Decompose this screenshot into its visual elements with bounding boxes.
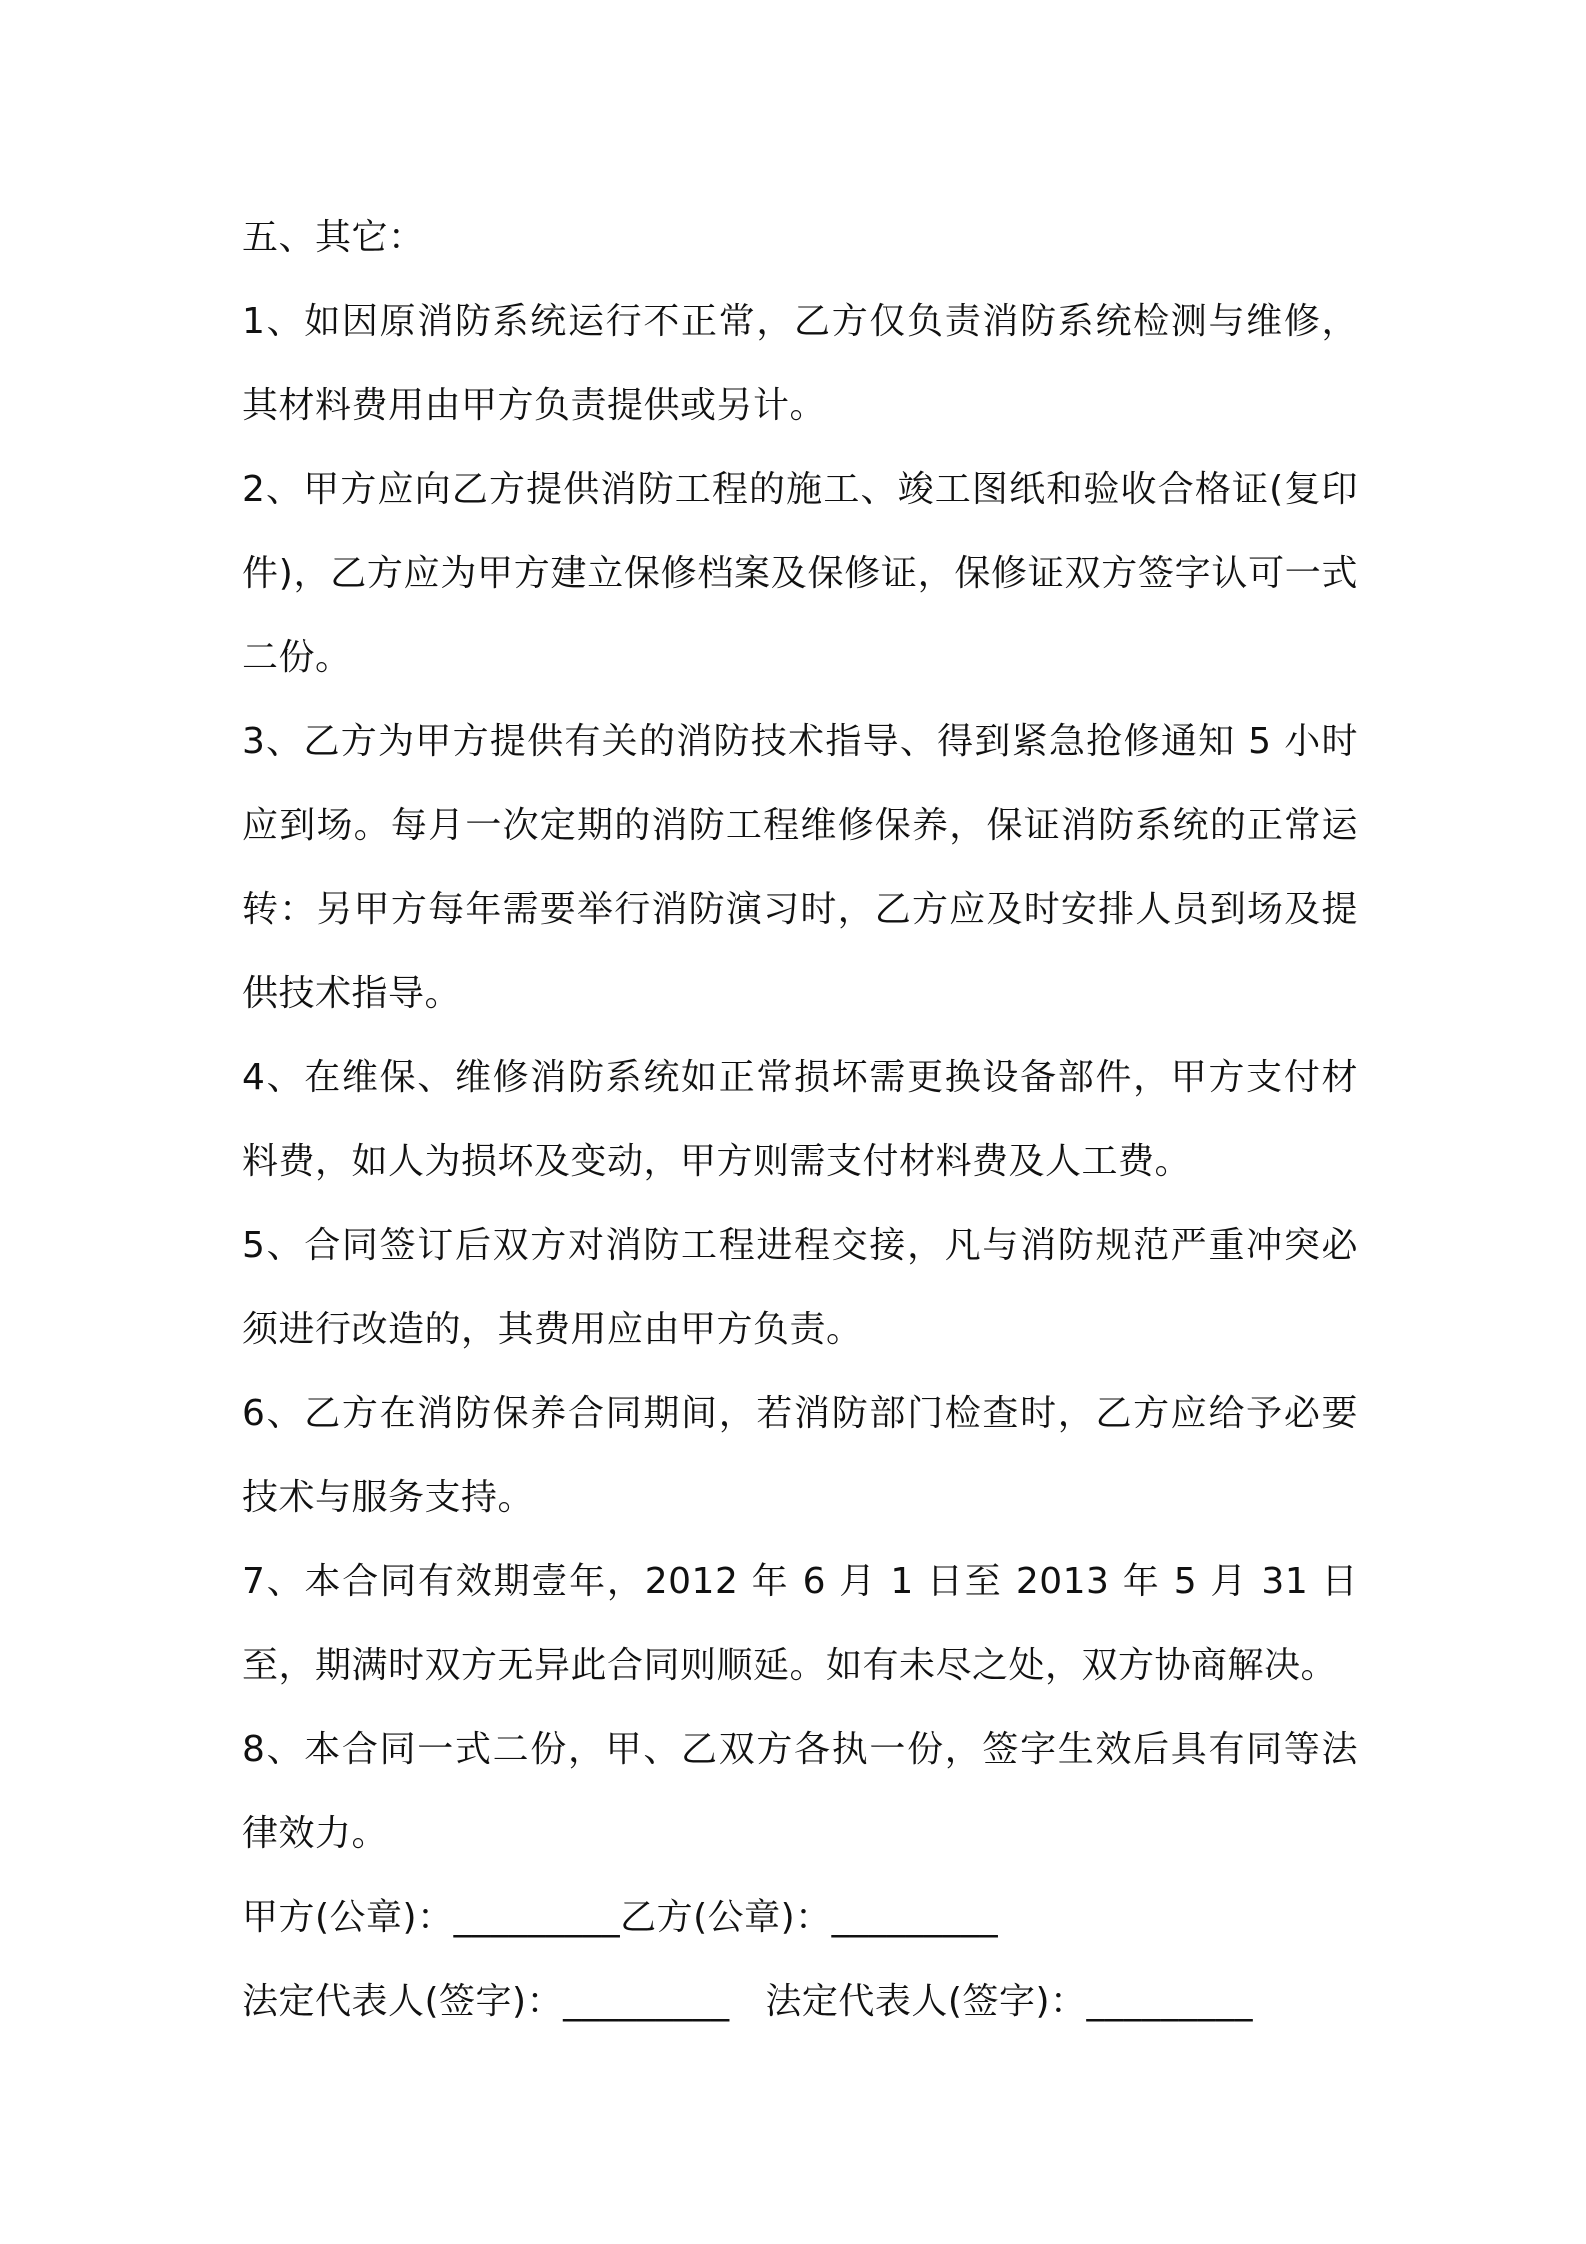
contract-body [242, 196, 1358, 2044]
seal-signature-line: 甲方(公章)：_________乙方(公章)：_________ [242, 1897, 999, 1938]
clause-3: 3、乙方为甲方提供有关的消防技术指导、得到紧急抢修通知 5 小时应到场。每月一次定期的消防工程维修保养，保证消防系统的正常运转：另甲方每年需要举行消防演习时，乙方应及时安排人员到场及提供技术指导。 [242, 721, 1358, 1014]
clause-8: 8、本合同一式二份，甲、乙双方各执一份，签字生效后具有同等法律效力。 [242, 1729, 1358, 1854]
section-heading: 五、其它： [242, 217, 425, 258]
clause-1: 1、如因原消防系统运行不正常，乙方仅负责消防系统检测与维修，其材料费用由甲方负责提供或另计。 [242, 301, 1358, 426]
clause-5: 5、合同签订后双方对消防工程进程交接，凡与消防规范严重冲突必须进行改造的，其费用应由甲方负责。 [242, 1225, 1358, 1350]
clause-7: 7、本合同有效期壹年，2012 年 6 月 1 日至 2013 年 5 月 31 日至，期满时双方无异此合同则顺延。如有未尽之处，双方协商解决。 [242, 1561, 1358, 1686]
clause-4: 4、在维保、维修消防系统如正常损坏需更换设备部件，甲方支付材料费，如人为损坏及变动，甲方则需支付材料费及人工费。 [242, 1057, 1358, 1182]
clause-6: 6、乙方在消防保养合同期间，若消防部门检查时，乙方应给予必要技术与服务支持。 [242, 1393, 1358, 1518]
clause-2: 2、甲方应向乙方提供消防工程的施工、竣工图纸和验收合格证(复印件)，乙方应为甲方建立保修档案及保修证，保修证双方签字认可一式二份。 [242, 469, 1358, 678]
representative-signature-line: 法定代表人(签字)：_________ 法定代表人(签字)：_________ [242, 1981, 1254, 2022]
